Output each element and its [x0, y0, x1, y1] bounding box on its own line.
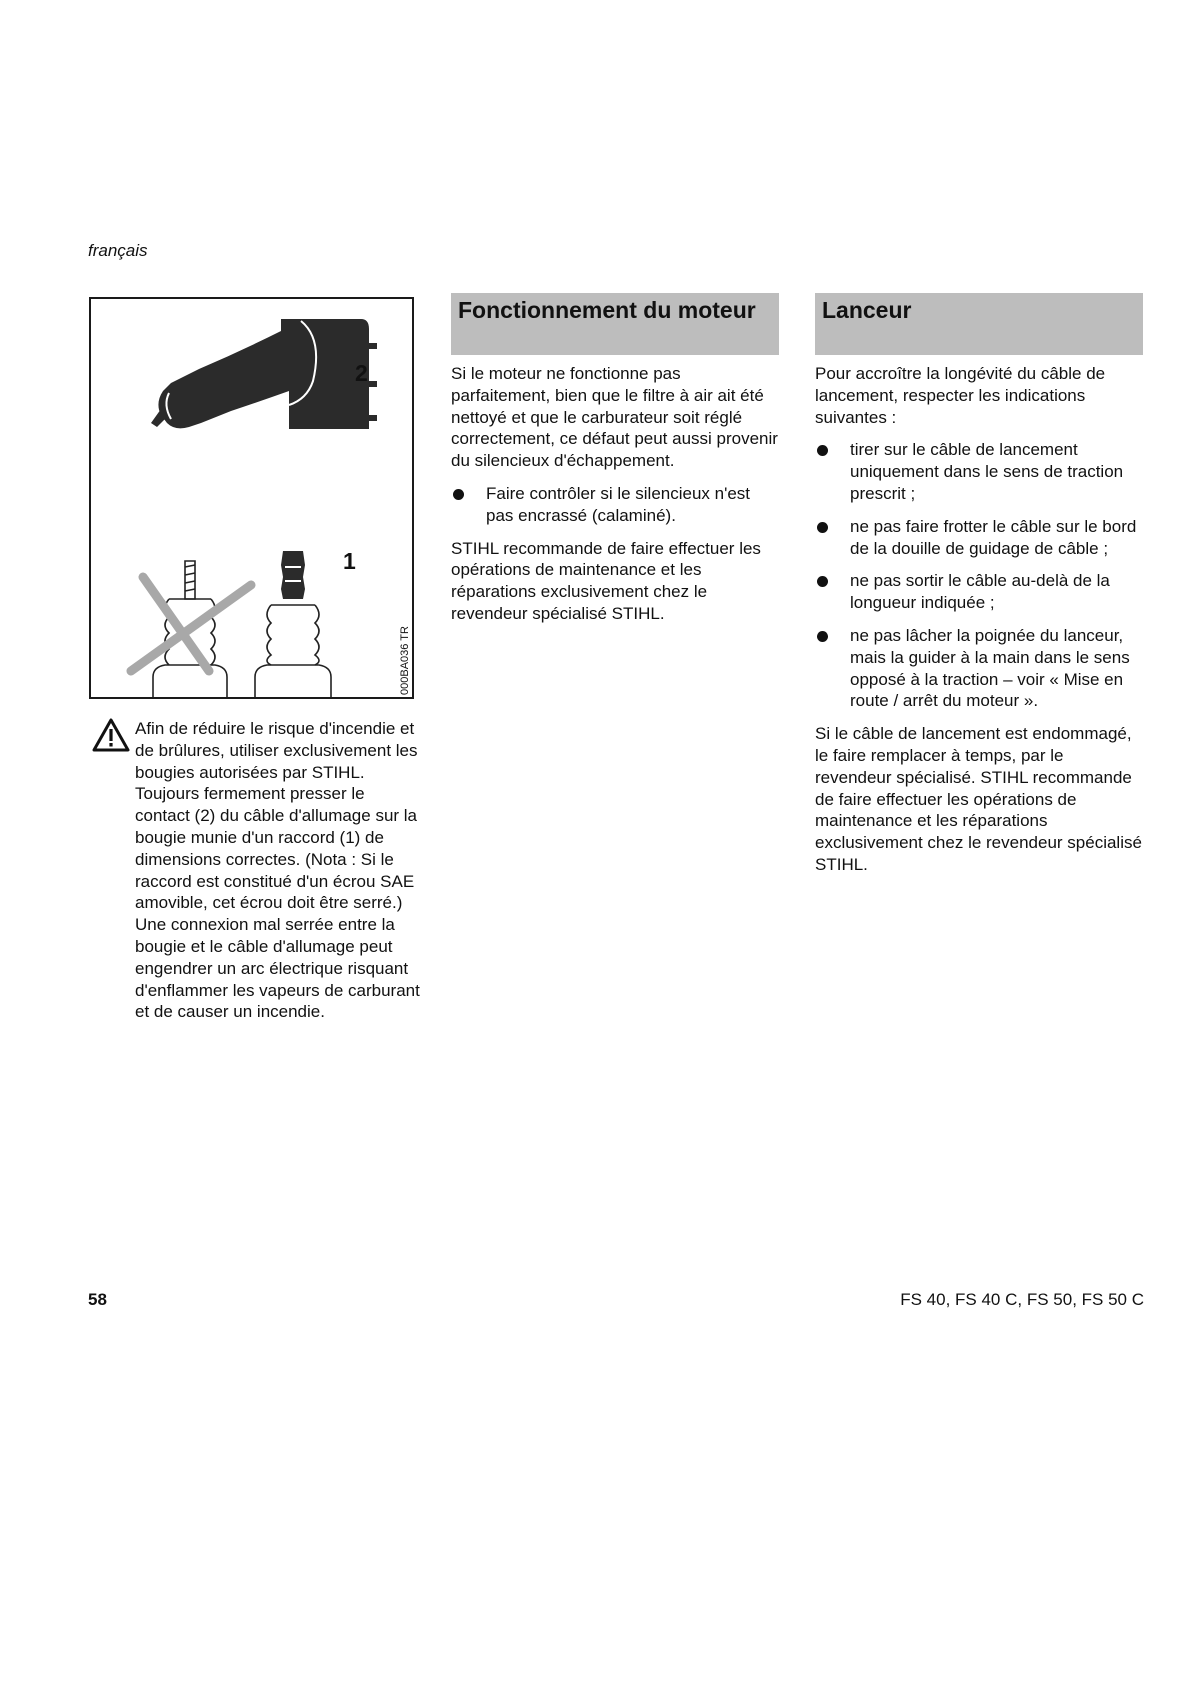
cross-out-mark: [131, 577, 251, 671]
starter-intro: Pour accroître la longévité du câble de lancement, respecter les indications suivantes :: [815, 364, 1106, 427]
callout-fitting-label: 1: [343, 548, 356, 574]
bullet-icon: [817, 631, 828, 642]
engine-title: Fonctionnement du moteur: [451, 293, 779, 355]
bullet-icon: [817, 576, 828, 587]
plug-with-fitting-drawing: [255, 551, 331, 697]
figure-code: 000BA036 TR: [399, 626, 411, 695]
callout-contact-label: 2: [355, 360, 368, 386]
engine-outro: STIHL recommande de faire effectuer les opérations de maintenance et les réparations exclusivement chez le revendeur spécialisé STIHL.: [451, 538, 761, 623]
starter-title: Lanceur: [815, 293, 1143, 355]
engine-section: [451, 293, 779, 636]
list-item: ne pas sortir le câble au-delà de la longueur indiquée ;: [815, 570, 1143, 614]
model-list: FS 40, FS 40 C, FS 50, FS 50 C: [900, 1290, 1144, 1309]
fire-warning: [90, 718, 420, 1023]
warning-text: Afin de réduire le risque d'incendie et de brûlures, utiliser exclusivement les bougies autorisées par STIHL. Toujours fermement presser le contact (2) du câble d'allumage sur la bougie munie d'un raccord (1) de dimensions correctes. (Nota : Si le raccord est constitué d'un écrou SAE amovible, cet écrou doit être serré.) Une connexion mal serrée entre la bougie et le câble d'allumage peut engendrer un arc électrique risquant d'enflammer les vapeurs de carburant et de causer un incendie.: [135, 719, 420, 1022]
starter-outro: Si le câble de lancement est endommagé, le faire remplacer à temps, par le revendeur spécialisé. STIHL recommande de faire effectuer les opérations de maintenance et les réparations exclusivement chez le revendeur spécialisé STIHL.: [815, 724, 1142, 874]
list-item: ne pas faire frotter le câble sur le bord de la douille de guidage de câble ;: [815, 516, 1143, 560]
list-item: ne pas lâcher la poignée du lanceur, mais la guider à la main dans le sens opposé à la traction – voir « Mise en route / arrêt du moteur ».: [815, 625, 1143, 712]
engine-intro: Si le moteur ne fonctionne pas parfaitement, bien que le filtre à air ait été nettoyé et que le carburateur soit réglé correctement, ce défaut peut aussi provenir du silencieux d'échappement.: [451, 364, 778, 471]
spark-plug-illustration: [91, 299, 412, 697]
spark-plug-boot-drawing: [151, 319, 377, 429]
language-label: français: [88, 241, 148, 260]
list-item: Faire contrôler si le silencieux n'est pas encrassé (calaminé).: [451, 483, 779, 527]
list-item: tirer sur le câble de lancement uniquement dans le sens de traction prescrit ;: [815, 439, 1143, 504]
spark-plug-figure: [89, 297, 414, 699]
bullet-icon: [817, 445, 828, 456]
warning-triangle-icon: [92, 718, 130, 752]
starter-section: [815, 293, 1143, 887]
page-number: 58: [88, 1290, 107, 1309]
bullet-icon: [817, 522, 828, 533]
bullet-icon: [453, 489, 464, 500]
